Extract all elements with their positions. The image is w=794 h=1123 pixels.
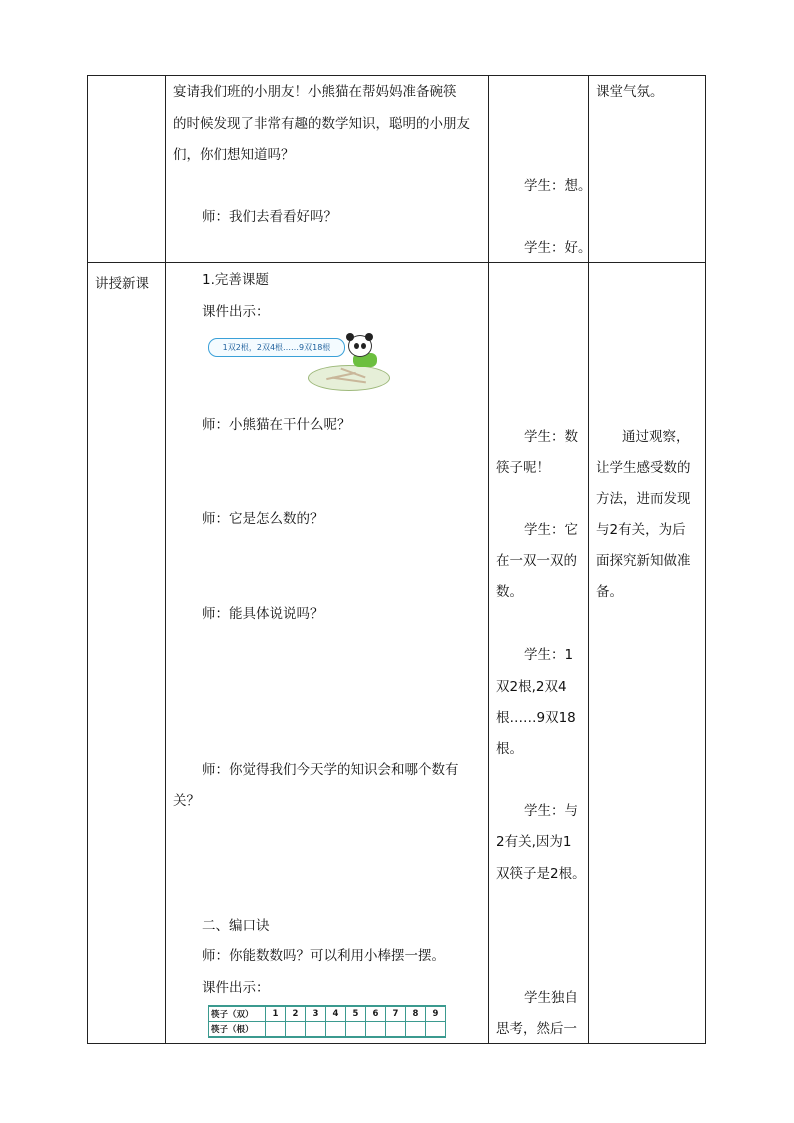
table-cell: 7 [386,1006,406,1022]
teacher-question: 师：它是怎么数的？ [202,511,324,527]
intro-teacher-line: 们，你们想知道吗？ [173,147,295,163]
panda-icon [348,335,372,357]
intro-intent: 课堂气氛。 [596,84,664,100]
table-cell: 9 [426,1006,446,1022]
courseware-label: 课件出示： [202,304,270,320]
student-answer: 双2根,2双4 [496,679,567,695]
student-answer: 学生：与 [524,803,578,819]
column-divider-1 [165,75,166,1044]
row-divider [87,262,706,263]
chopsticks-count-table [208,1005,446,1038]
teacher-question: 师：你能数数吗？可以利用小棒摆一摆。 [202,948,445,964]
table-cell: 1 [266,1006,286,1022]
intro-student-answer: 学生：好。 [524,240,592,256]
table-cell-empty [406,1022,426,1038]
stage-label: 讲授新课 [95,276,149,292]
table-cell-empty [426,1022,446,1038]
table-cell: 4 [326,1006,346,1022]
intro-student-answer: 学生：想。 [524,178,592,194]
student-answer: 学生独自 [524,990,578,1006]
table-cell: 5 [346,1006,366,1022]
teacher-question: 师：你觉得我们今天学的知识会和哪个数有 [202,762,459,778]
table-cell: 6 [366,1006,386,1022]
table-cell-empty [286,1022,306,1038]
design-intent: 与2有关，为后 [596,522,686,538]
table-cell-empty [266,1022,286,1038]
column-divider-3 [588,75,589,1044]
table-cell-empty [306,1022,326,1038]
courseware-label: 课件出示： [202,980,270,996]
student-answer: 在一双一双的 [496,553,577,569]
student-answer: 学生：数 [524,429,578,445]
intro-teacher-question: 师：我们去看看好吗？ [202,209,337,225]
table-cell-empty [346,1022,366,1038]
design-intent: 面探究新知做准 [596,553,691,569]
teacher-question: 师：小熊猫在干什么呢？ [202,417,351,433]
table-cell-empty [366,1022,386,1038]
intro-teacher-line: 宴请我们班的小朋友！小熊猫在帮妈妈准备碗筷 [173,84,457,100]
table-cell: 8 [406,1006,426,1022]
table-cell: 3 [306,1006,326,1022]
student-answer: 根。 [496,741,523,757]
student-answer: 学生：它 [524,522,578,538]
column-divider-2 [488,75,489,1044]
student-answer: 学生：1 [524,647,574,663]
table-cell-empty [386,1022,406,1038]
student-answer: 根……9双18 [496,710,576,726]
design-intent: 备。 [596,584,623,600]
panda-chopsticks-illustration [208,333,388,393]
student-answer: 2有关,因为1 [496,834,572,850]
section-heading: 1.完善课题 [202,272,269,288]
teacher-question-cont: 关？ [173,793,200,809]
student-answer: 思考，然后一 [496,1021,577,1037]
table-header-pairs: 筷子（双） [209,1006,266,1022]
teacher-question: 师：能具体说说吗？ [202,606,324,622]
student-answer: 双筷子是2根。 [496,866,586,882]
section-heading: 二、编口诀 [202,918,270,934]
design-intent: 通过观察， [622,429,690,445]
table-header-sticks: 筷子（根） [209,1022,266,1038]
intro-teacher-line: 的时候发现了非常有趣的数学知识，聪明的小朋友 [173,116,470,132]
student-answer: 筷子呢！ [496,460,550,476]
table-cell-empty [326,1022,346,1038]
table-cell: 2 [286,1006,306,1022]
design-intent: 方法，进而发现 [596,491,691,507]
student-answer: 数。 [496,584,523,600]
speech-bubble: 1双2根，2双4根……9双18根 [208,338,345,357]
design-intent: 让学生感受数的 [596,460,691,476]
